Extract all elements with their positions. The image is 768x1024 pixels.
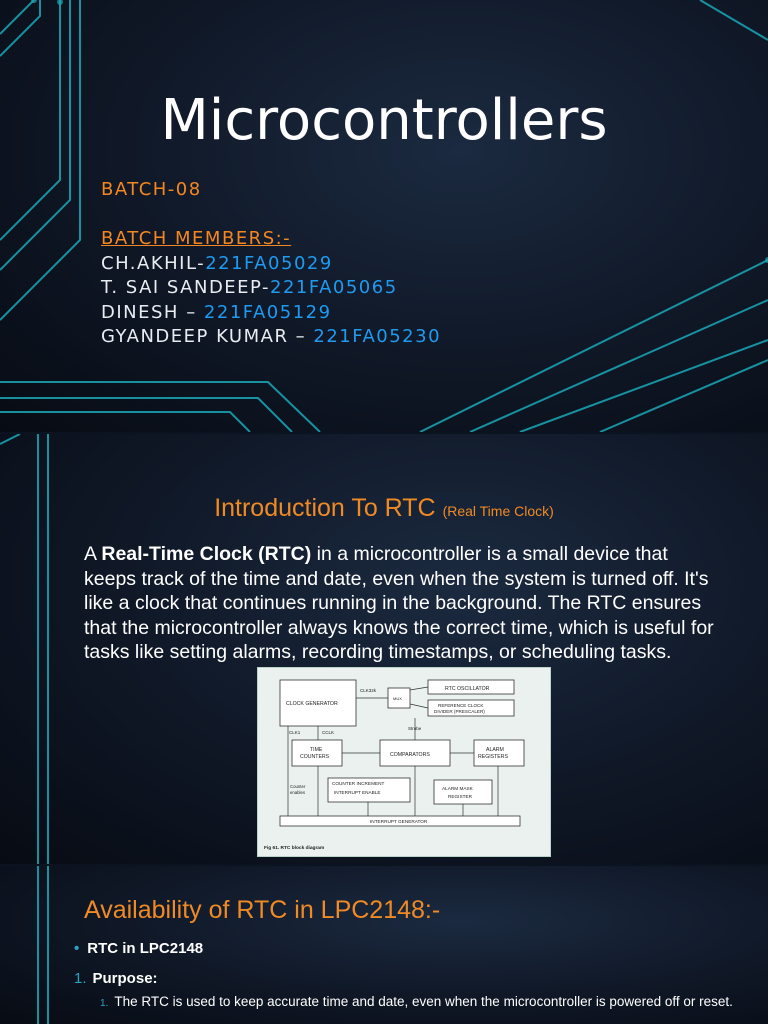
members-heading: BATCH MEMBERS:- xyxy=(101,228,292,249)
slide-title: Availability of RTC in LPC2148:- xyxy=(84,896,441,924)
member-row: T. SAI SANDEEP-221FA05065 xyxy=(101,277,398,298)
svg-text:TIME: TIME xyxy=(310,747,323,753)
svg-text:DIVIDER (PRESCALER): DIVIDER (PRESCALER) xyxy=(434,709,485,714)
svg-text:INTERRUPT ENABLE: INTERRUPT ENABLE xyxy=(334,790,381,795)
svg-text:RTC OSCILLATOR: RTC OSCILLATOR xyxy=(445,686,490,692)
batch-info xyxy=(101,178,441,350)
svg-text:INTERRUPT GENERATOR: INTERRUPT GENERATOR xyxy=(370,819,428,824)
svg-text:COMPARATORS: COMPARATORS xyxy=(390,752,430,758)
svg-text:Strobe: Strobe xyxy=(408,726,422,731)
svg-text:CCLK: CCLK xyxy=(322,730,335,735)
clock-generator-label: CLOCK GENERATOR xyxy=(286,701,338,707)
slide-title: Introduction To RTC (Real Time Clock) xyxy=(214,494,554,522)
svg-text:ALARM MASK: ALARM MASK xyxy=(442,786,473,791)
svg-text:COUNTER INCREMENT: COUNTER INCREMENT xyxy=(332,781,385,786)
slide-title: Microcontrollers xyxy=(160,88,608,153)
slide-subtitle: (Real Time Clock) xyxy=(442,503,554,519)
svg-text:Counter: Counter xyxy=(290,784,306,789)
svg-text:enables: enables xyxy=(290,790,306,795)
rtc-block-diagram xyxy=(257,667,551,857)
member-row: DINESH – 221FA05129 xyxy=(101,301,332,323)
diagram-caption: Fig 61. RTC block diagram xyxy=(264,846,325,851)
numbered-item: 1. Purpose: xyxy=(74,970,158,987)
svg-text:REFERENCE CLOCK: REFERENCE CLOCK xyxy=(438,703,484,708)
svg-text:REGISTERS: REGISTERS xyxy=(478,754,508,760)
batch-number: BATCH-08 xyxy=(101,179,202,200)
member-row: CH.AKHIL-221FA05029 xyxy=(101,252,333,274)
svg-text:ALARM: ALARM xyxy=(486,747,504,753)
svg-text:COUNTERS: COUNTERS xyxy=(300,754,330,760)
bullet-item: • RTC in LPC2148 xyxy=(74,940,204,957)
svg-text:MUX: MUX xyxy=(393,696,402,701)
title-slide xyxy=(0,0,768,432)
svg-text:CLK32k: CLK32k xyxy=(360,688,377,693)
intro-slide xyxy=(0,434,768,864)
intro-paragraph: A Real-Time Clock (RTC) in a microcontroller is a small device that keeps track of the time and date, even when the system is turned off. It's like a clock that continues running in the background. The RTC ensures that the microcontroller always knows the correct time, which is useful for tasks like setting alarms, recording timestamps, or scheduling tasks. xyxy=(84,543,714,663)
svg-text:CLK1: CLK1 xyxy=(289,730,301,735)
member-row: GYANDEEP KUMAR – 221FA05230 xyxy=(101,326,442,347)
availability-slide xyxy=(0,866,768,1024)
svg-text:REGISTER: REGISTER xyxy=(448,794,472,799)
sub-numbered-item: 1. The RTC is used to keep accurate time and date, even when the microcontroller is powered off or reset. xyxy=(100,994,733,1009)
bullet-dot-icon: • xyxy=(74,940,80,957)
